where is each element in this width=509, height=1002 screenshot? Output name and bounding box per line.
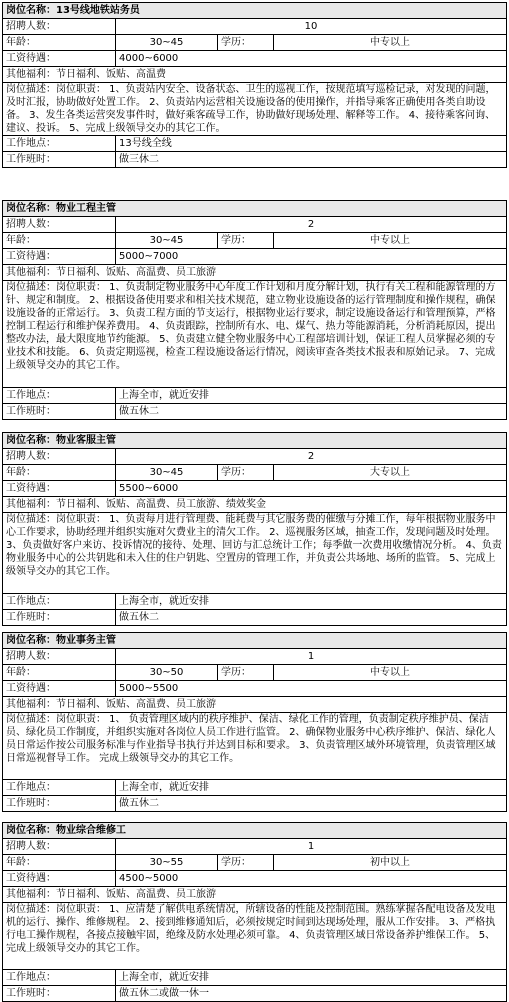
benefits-text: 其他福利：节日福利、饭贴、高温费、员工旅游、绩效奖金 (3, 497, 507, 513)
job-title: 岗位名称：物业综合维修工 (3, 823, 507, 839)
benefits-text: 其他福利：节日福利、饭贴、高温费、员工旅游 (3, 887, 507, 903)
education-value: 初中以上 (274, 855, 507, 871)
salary-label: 工资待遇： (3, 871, 116, 887)
age-value: 30~50 (116, 665, 218, 681)
education-value: 中专以上 (274, 665, 507, 681)
headcount-label: 招聘人数： (3, 19, 116, 35)
education-label: 学历： (218, 855, 274, 871)
benefits-text: 其他福利：节日福利、饭贴、高温费、员工旅游 (3, 265, 507, 281)
description-text: 岗位描述：岗位职责： 1、应清楚了解供电系统情况，所辖设备的性能及控制范围。熟练掌握各配电设备及发电机的运行、操作、维修规程。 2、接到维修通知后，必须按规定时间到达现场处理，服从工作安排。 3、严格执行电工操作规程，各接点接触牢固，绝缘及防水处理必须可靠。 4、负责管理区域日常设备养护维保工作。 5、完成上级领导交办的其它工作。 (3, 903, 507, 970)
age-value: 30~45 (116, 465, 218, 481)
education-label: 学历： (218, 35, 274, 51)
education-label: 学历： (218, 233, 274, 249)
age-value: 30~55 (116, 855, 218, 871)
job-table (2, 2, 507, 168)
headcount-value: 2 (116, 217, 507, 233)
age-label: 年龄： (3, 465, 116, 481)
schedule-label: 工作班时： (3, 986, 116, 1002)
salary-value: 5000~5500 (116, 681, 507, 697)
benefits-text: 其他福利：节日福利、饭贴、高温费、员工旅游 (3, 697, 507, 713)
schedule-label: 工作班时： (3, 610, 116, 626)
schedule-label: 工作班时： (3, 404, 116, 420)
job-table (2, 632, 507, 812)
headcount-label: 招聘人数： (3, 839, 116, 855)
location-value: 上海全市，就近安排 (116, 594, 507, 610)
age-label: 年龄： (3, 665, 116, 681)
schedule-label: 工作班时： (3, 796, 116, 812)
schedule-value: 做三休二 (116, 152, 507, 168)
location-label: 工作地点： (3, 970, 116, 986)
education-value: 中专以上 (274, 35, 507, 51)
job-title: 岗位名称：物业工程主管 (3, 201, 507, 217)
location-label: 工作地点： (3, 136, 116, 152)
job-title: 岗位名称：物业客服主管 (3, 433, 507, 449)
location-label: 工作地点： (3, 780, 116, 796)
age-value: 30~45 (116, 233, 218, 249)
salary-value: 4000~6000 (116, 51, 507, 67)
schedule-value: 做五休二 (116, 610, 507, 626)
age-label: 年龄： (3, 35, 116, 51)
headcount-value: 2 (116, 449, 507, 465)
description-text: 岗位描述：岗位职责： 1、负责制定物业服务中心年度工作计划和月度分解计划，执行有关工程和能源管理的方针、规定和制度。 2、根据设备使用要求和相关技术规范，建立物业设施设备的运行管理制度和操作规程，确保设施设备的正常运行。 3、负责工程方面的节支运行，根据物业运行要求，制定设施设备运行和管理预算，严格控制工程运行和维护保养费用。 4、负责跟踪，控制所有水、电、煤气、热力等能源消耗，分析消耗原因，提出整改办法，最大限度地节约能源。 5、负责建立健全物业服务中心工程部培训计划，保证工程人员掌握必须的专业技术和技能。 6、负责定期巡视，检查工程设施设备运行情况，阅读审查各类技术报表和原始记录。 7、完成上级领导交办的其它工作。 (3, 281, 507, 388)
headcount-label: 招聘人数： (3, 649, 116, 665)
age-value: 30~45 (116, 35, 218, 51)
location-value: 上海全市，就近安排 (116, 970, 507, 986)
salary-label: 工资待遇： (3, 681, 116, 697)
headcount-value: 10 (116, 19, 507, 35)
headcount-value: 1 (116, 839, 507, 855)
description-text: 岗位描述：岗位职责： 1、 负责管理区域内的秩序维护、保洁、绿化工作的管理，负责制定秩序维护员、保洁员、绿化员工作制度，并组织实施对各岗位人员工作进行监管。 2、确保物业服务中心秩序维护、保洁、绿化人员日常运作按公司服务标准与作业指导书执行并达到目标和要求。 3、负责管理区域外环境管理，负责管理区域日常巡视督导工作。 完成上级领导交办的其它工作。 (3, 713, 507, 780)
job-title: 岗位名称：13号线地铁站务员 (3, 3, 507, 19)
age-label: 年龄： (3, 855, 116, 871)
age-label: 年龄： (3, 233, 116, 249)
description-text: 岗位描述：岗位职责： 1、负责每月进行管理费、能耗费与其它服务费的催缴与分摊工作，每年根据物业服务中心工作要求，协助经理并组织实施对欠费业主的清欠工作。 2、巡视服务区域，抽查工作，发现问题及时处理。 3、负责做好客户来访、投诉情况的接待、处理、回访与汇总统计工作；每季做一次费用收缴情况分析。 4、负责物业服务中心的公共钥匙和未入住的住户钥匙、空置房的管理工作，并负责公共场地、场所的监管。 5、完成上级领导交办的其它工作。 (3, 513, 507, 594)
schedule-label: 工作班时： (3, 152, 116, 168)
benefits-text: 其他福利：节日福利、饭贴、高温费 (3, 67, 507, 83)
schedule-value: 做五休二 (116, 404, 507, 420)
salary-value: 5500~6000 (116, 481, 507, 497)
salary-label: 工资待遇： (3, 51, 116, 67)
education-label: 学历： (218, 665, 274, 681)
salary-value: 5000~7000 (116, 249, 507, 265)
headcount-label: 招聘人数： (3, 217, 116, 233)
education-label: 学历： (218, 465, 274, 481)
description-text: 岗位描述：岗位职责： 1、负责站内安全、设备状态、卫生的巡视工作，按规范填写巡检记录，对发现的问题，及时汇报，协助做好处置工作。 2、负责站内运营相关设施设备的使用操作，并指导乘客正确使用各类自助设备。 3、发生各类运营突发事件时，做好乘客疏导工作，协助做好现场处理、解释等工作。 4、接待乘客问询、建议、投诉。 5、完成上级领导交办的其它工作。 (3, 83, 507, 136)
location-value: 13号线全线 (116, 136, 507, 152)
schedule-value: 做五休二 (116, 796, 507, 812)
job-table (2, 200, 507, 420)
salary-label: 工资待遇： (3, 481, 116, 497)
location-value: 上海全市，就近安排 (116, 780, 507, 796)
headcount-value: 1 (116, 649, 507, 665)
job-title: 岗位名称：物业事务主管 (3, 633, 507, 649)
location-label: 工作地点： (3, 388, 116, 404)
salary-label: 工资待遇： (3, 249, 116, 265)
education-value: 大专以上 (274, 465, 507, 481)
headcount-label: 招聘人数： (3, 449, 116, 465)
salary-value: 4500~5000 (116, 871, 507, 887)
schedule-value: 做五休二或做一休一 (116, 986, 507, 1002)
job-table (2, 432, 507, 626)
location-value: 上海全市，就近安排 (116, 388, 507, 404)
job-table (2, 822, 507, 1002)
location-label: 工作地点： (3, 594, 116, 610)
education-value: 中专以上 (274, 233, 507, 249)
